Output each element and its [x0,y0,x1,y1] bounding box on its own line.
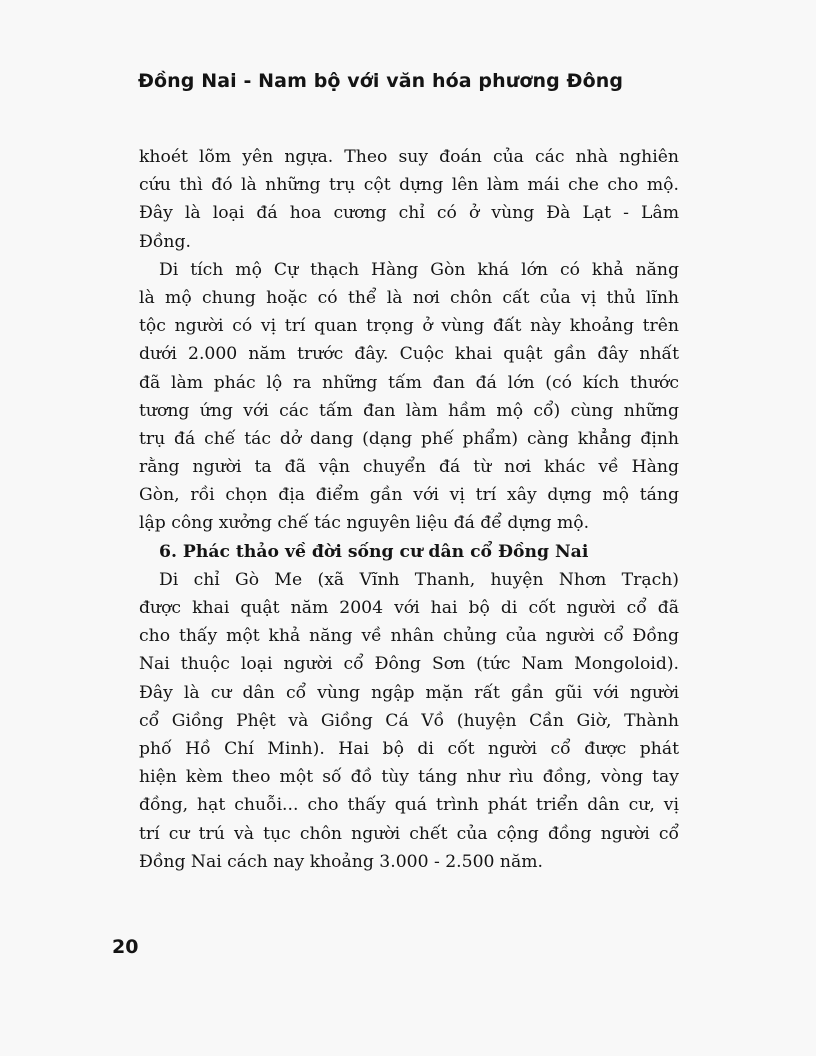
text-line: tộc người có vị trí quan trọng ở vùng đất này khoảng trên [139,316,679,337]
running-head: Đồng Nai - Nam bộ với văn hóa phương Đông [138,70,624,92]
paragraph-1 [139,143,679,256]
paragraph-2 [139,256,679,538]
text-line: là mộ chung hoặc có thể là nơi chôn cất của vị thủ lĩnh [139,287,679,308]
text-line: Di chỉ Gò Me (xã Vĩnh Thanh, huyện Nhơn Trạch) [159,569,679,590]
text-line: khoét lõm yên ngựa. Theo suy đoán của các nhà nghiên [139,147,679,167]
text-line: Đây là loại đá hoa cương chỉ có ở vùng Đà Lạt - Lâm [139,203,679,224]
paragraph-3 [139,566,679,876]
text-line: cứu thì đó là những trụ cột dựng lên làm mái che cho mộ. [139,175,679,196]
text-line: đã làm phác lộ ra những tấm đan đá lớn (có kích thước [139,372,679,393]
text-line: cổ Giồng Phệt và Giồng Cá Vồ (huyện Cần Giờ, Thành [139,710,679,731]
text-line: trí cư trú và tục chôn người chết của cộng đồng người cổ [139,823,679,844]
text-line: phố Hồ Chí Minh). Hai bộ di cốt người cổ được phát [139,738,679,759]
text-line: Đây là cư dân cổ vùng ngập mặn rất gần gũi với người [139,682,679,703]
text-line: hiện kèm theo một số đồ tùy táng như rìu đồng, vòng tay [139,767,679,788]
text-line: Đồng. [139,231,191,252]
text-line: Đồng Nai cách nay khoảng 3.000 - 2.500 năm. [139,851,543,872]
text-line: được khai quật năm 2004 với hai bộ di cốt người cổ đã [139,598,679,618]
text-line: Gòn, rồi chọn địa điểm gần với vị trí xây dựng mộ táng [139,485,679,506]
text-line: lập công xưởng chế tác nguyên liệu đá để dựng mộ. [139,513,590,534]
text-line: đồng, hạt chuỗi... cho thấy quá trình phát triển dân cư, vị [139,795,679,816]
text-line: tương ứng với các tấm đan làm hầm mộ cổ) cùng những [139,400,679,421]
text-line: rằng người ta đã vận chuyển đá từ nơi khác về Hàng [139,457,679,478]
text-line: Di tích mộ Cự thạch Hàng Gòn khá lớn có khả năng [159,259,679,280]
text-line: trụ đá chế tác dở dang (dạng phế phẩm) càng khẳng định [139,428,679,449]
section-heading: 6. Phác thảo về đời sống cư dân cổ Đồng Nai [159,541,589,562]
body-text [139,143,679,876]
page-number: 20 [112,936,139,958]
text-line: cho thấy một khả năng về nhân chủng của người cổ Đồng [139,626,679,647]
text-line: Nai thuộc loại người cổ Đông Sơn (tức Nam Mongoloid). [139,654,679,675]
text-line: dưới 2.000 năm trước đây. Cuộc khai quật gần đây nhất [139,344,679,365]
